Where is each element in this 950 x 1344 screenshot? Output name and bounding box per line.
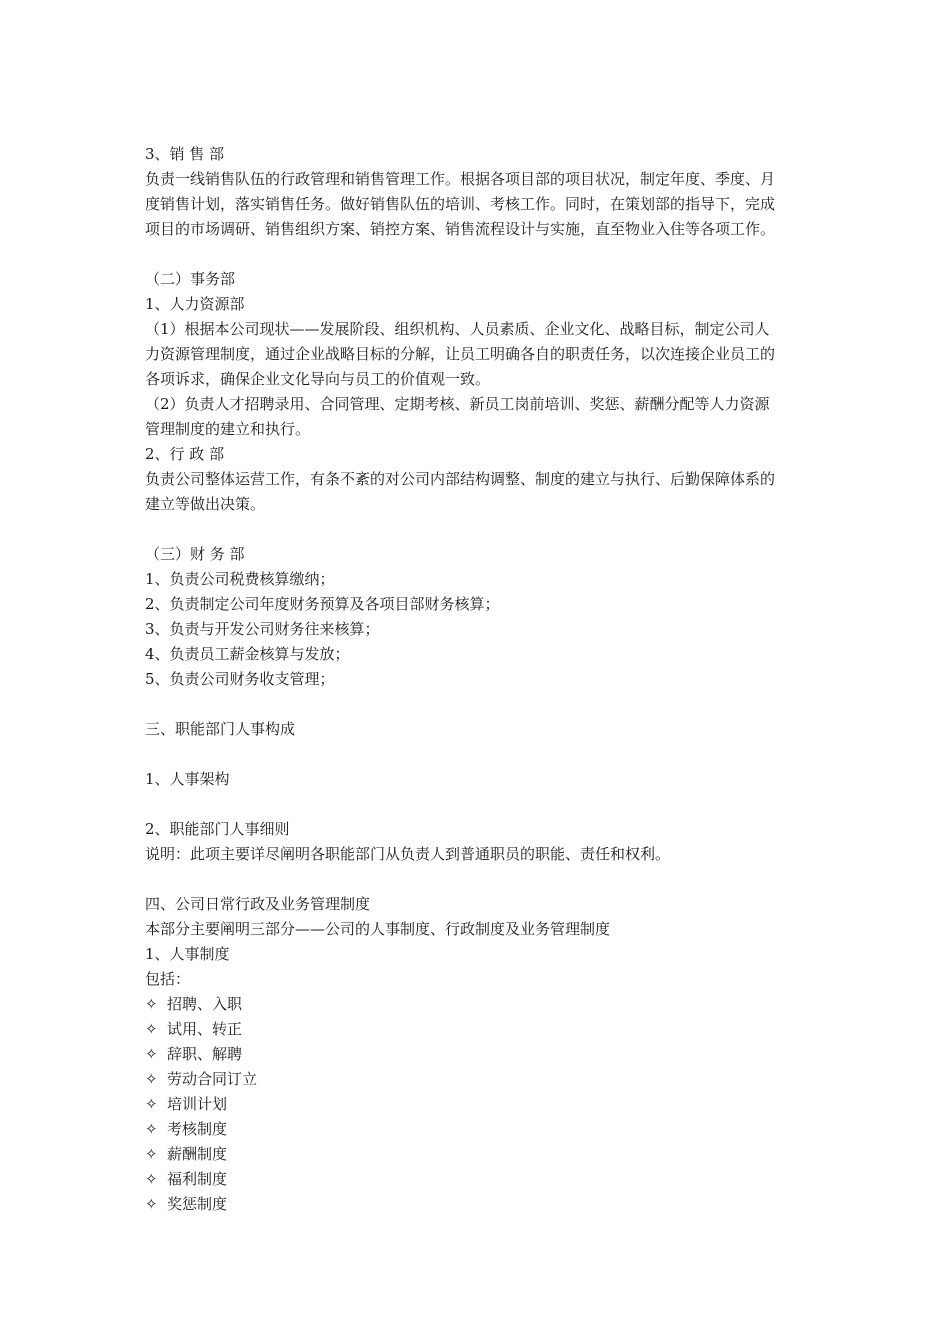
list-item	[145, 1042, 807, 1067]
document-page	[145, 142, 807, 1217]
hr-item2-line: （2）负责人才招聘录用、合同管理、定期考核、新员工岗前培训、奖惩、薪酬分配等人力资源	[145, 395, 770, 413]
list-item	[145, 1017, 807, 1042]
admin-body-line: 负责公司整体运营工作，有条不紊的对公司内部结构调整、制度的建立与执行、后勤保障体系的	[145, 470, 776, 488]
spacer	[145, 517, 807, 542]
finance-heading: （三）财 务 部	[145, 545, 245, 563]
finance-item: 1、负责公司税费核算缴纳；	[145, 570, 335, 588]
sparkle-bullet-icon: ✧	[145, 1195, 158, 1213]
includes-label: 包括：	[145, 970, 191, 988]
list-item-label: 招聘、入职	[167, 995, 243, 1013]
sparkle-bullet-icon: ✧	[145, 1070, 158, 1088]
list-item-label: 辞职、解聘	[167, 1045, 243, 1063]
list-item	[145, 1167, 807, 1192]
sparkle-bullet-icon: ✧	[145, 1095, 158, 1113]
finance-item: 5、负责公司财务收支管理；	[145, 670, 335, 688]
section4-intro: 本部分主要阐明三部分——公司的人事制度、行政制度及业务管理制度	[145, 920, 611, 938]
section3-sub1: 1、人事架构	[145, 770, 230, 788]
section4-heading: 四、公司日常行政及业务管理制度	[145, 895, 371, 913]
list-item-label: 考核制度	[167, 1120, 228, 1138]
section3-heading: 三、职能部门人事构成	[145, 720, 296, 738]
sales-body-line: 度销售计划，落实销售任务。做好销售队伍的培训、考核工作。同时，在策划部的指导下，完成	[145, 195, 776, 213]
sales-body-line: 项目的市场调研、销售组织方案、销控方案、销售流程设计与实施，直至物业入住等各项工作。	[145, 220, 776, 238]
sparkle-bullet-icon: ✧	[145, 1045, 158, 1063]
list-item	[145, 1192, 807, 1217]
spacer	[145, 742, 807, 767]
list-item-label: 培训计划	[167, 1095, 228, 1113]
list-item-label: 福利制度	[167, 1170, 228, 1188]
section3-note: 说明：此项主要详尽阐明各职能部门从负责人到普通职员的职能、责任和权利。	[145, 845, 671, 863]
spacer	[145, 242, 807, 267]
sparkle-bullet-icon: ✧	[145, 1145, 158, 1163]
hr-heading: 1、人力资源部	[145, 295, 245, 313]
sparkle-bullet-icon: ✧	[145, 1170, 158, 1188]
list-item	[145, 992, 807, 1017]
list-item	[145, 1142, 807, 1167]
hr-item1-line: 各项诉求，确保企业文化导向与员工的价值观一致。	[145, 370, 491, 388]
spacer	[145, 692, 807, 717]
list-item-label: 劳动合同订立	[167, 1070, 258, 1088]
sparkle-bullet-icon: ✧	[145, 1020, 158, 1038]
admin-body-line: 建立等做出决策。	[145, 495, 266, 513]
hr-item2-line: 管理制度的建立和执行。	[145, 420, 311, 438]
spacer	[145, 867, 807, 892]
admin-heading: 2、行 政 部	[145, 445, 225, 463]
list-item-label: 奖惩制度	[167, 1195, 228, 1213]
finance-item: 3、负责与开发公司财务往来核算；	[145, 620, 380, 638]
list-item	[145, 1092, 807, 1117]
sparkle-bullet-icon: ✧	[145, 995, 158, 1013]
hr-item1-line: （1）根据本公司现状——发展阶段、组织机构、人员素质、企业文化、战略目标，制定公司人	[145, 320, 770, 338]
spacer	[145, 792, 807, 817]
list-item-label: 试用、转正	[167, 1020, 243, 1038]
section3-sub2: 2、职能部门人事细则	[145, 820, 290, 838]
affairs-heading: （二）事务部	[145, 270, 236, 288]
section4-sub1: 1、人事制度	[145, 945, 230, 963]
hr-item1-line: 力资源管理制度，通过企业战略目标的分解，让员工明确各自的职责任务，以次连接企业员工的	[145, 345, 776, 363]
sales-body-line: 负责一线销售队伍的行政管理和销售管理工作。根据各项目部的项目状况，制定年度、季度、月	[145, 170, 776, 188]
finance-item: 4、负责员工薪金核算与发放；	[145, 645, 350, 663]
list-item-label: 薪酬制度	[167, 1145, 228, 1163]
sales-heading: 3、销 售 部	[145, 145, 225, 163]
sparkle-bullet-icon: ✧	[145, 1120, 158, 1138]
finance-item: 2、负责制定公司年度财务预算及各项目部财务核算；	[145, 595, 500, 613]
list-item	[145, 1117, 807, 1142]
list-item	[145, 1067, 807, 1092]
policy-bullet-list	[145, 992, 807, 1217]
